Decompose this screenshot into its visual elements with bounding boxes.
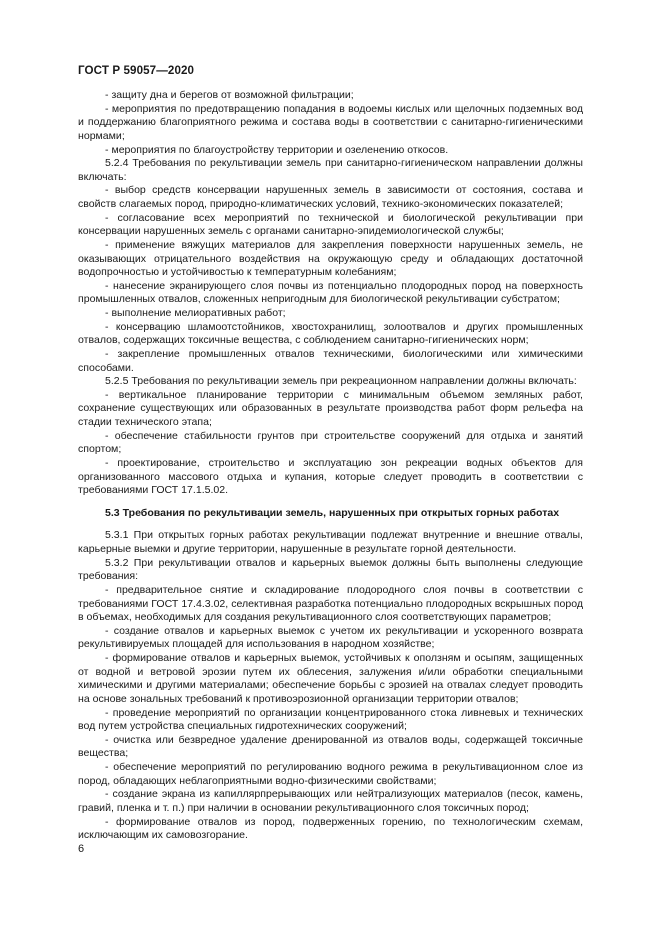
paragraph: - формирование отвалов и карьерных выемок, устойчивых к оползням и осыпям, защищенных от водной и ветровой эрозии путем их облесения, залужения и/или обработки специальными химическими и другими материалами; обеспечение борьбы с эрозией на отвалах следует проводить на основе зональных требований к противоэрозионной организации территории отвалов; [78, 652, 583, 705]
paragraph: 5.3.2 При рекультивации отвалов и карьерных выемок должны быть выполнены следующие требования: [78, 556, 583, 583]
section-heading: 5.3 Требования по рекультивации земель, нарушенных при открытых горных работах [105, 506, 560, 519]
document-header: ГОСТ Р 59057—2020 [78, 64, 195, 77]
paragraph-group-b [78, 529, 583, 842]
paragraph: - консервацию шламоотстойников, хвостохранилищ, золоотвалов и других промышленных отвалов, содержащих токсичные вещества, с соблюдением санитарно-гигиенических норм; [78, 320, 583, 347]
paragraph: - мероприятия по благоустройству территории и озеленению откосов. [105, 143, 449, 156]
paragraph: 5.3.1 При открытых горных работах рекультивации подлежат внутренние и внешние отвалы, карьерные выемки и другие территории, нарушенные в результате горной деятельности. [78, 529, 583, 555]
paragraph: 5.2.5 Требования по рекультивации земель при рекреационном направлении должны включать: [105, 375, 577, 388]
paragraph: - выбор средств консервации нарушенных земель в зависимости от состояния, состава и свойств слагаемых пород, природно-климатических условий, технико-экономических показателей; [78, 184, 583, 210]
paragraph: - обеспечение стабильности грунтов при строительстве сооружений для отдыха и занятий спортом; [78, 429, 583, 456]
paragraph: - обеспечение мероприятий по регулированию водного режима в рекультивационном слое из пород, обладающих неблагоприятными водно-физическими свойствами; [78, 761, 583, 787]
paragraph: - мероприятия по предотвращению попадания в водоемы кислых или щелочных подземных вод и поддержанию благоприятного режима и состава воды в соответствии с санитарно-гигиеническими нормами; [78, 102, 583, 142]
paragraph: - нанесение экранирующего слоя почвы из потенциально плодородных пород на поверхность промышленных отвалов, сложенных непригодным для биологической рекультивации субстратом; [78, 279, 583, 306]
page-number: 6 [78, 843, 85, 855]
paragraph-group-a [78, 89, 583, 498]
paragraph: - применение вяжущих материалов для закрепления поверхности нарушенных земель, не оказывающих отрицательного воздействия на окружающую среду и обладающих достаточной водопрочностью и устойчивостью к температурным колебаниям; [78, 238, 583, 279]
paragraph: - проведение мероприятий по организации концентрированного стока ливневых и технических вод путем устройства специальных гидротехнических сооружений; [78, 706, 583, 733]
paragraph: - предварительное снятие и складирование плодородного слоя почвы в соответствии с требованиями ГОСТ 17.4.3.02, селективная разработка потенциально плодородных вскрышных пород в объемах, необходимых для создания рекультивационного слоя соответствующих параметров; [78, 583, 583, 624]
paragraph: - выполнение мелиоративных работ; [105, 307, 286, 319]
paragraph: - создание отвалов и карьерных выемок с учетом их рекультивации и ускоренного возврата рекультивируемых площадей для использования в народном хозяйстве; [78, 624, 583, 651]
paragraph: - вертикальное планирование территории с минимальным объемом земляных работ, сохранение существующих или образованных в результате производства работ форм рельефа на стадии технического этапа; [78, 388, 583, 428]
paragraph: - согласование всех мероприятий по технической и биологической рекультивации при консервации нарушенных земель с органами санитарно-эпидемиологической службы; [78, 211, 583, 238]
document-body [78, 89, 583, 843]
paragraph: - защиту дна и берегов от возможной фильтрации; [105, 89, 354, 101]
paragraph: - очистка или безвредное удаление дренированной из отвалов воды, содержащей токсичные вещества; [78, 733, 583, 760]
paragraph: - создание экрана из капиллярпрерывающих или нейтрализующих материалов (песок, камень, гравий, пленка и т. п.) при наличии в основании рекультивационного слоя токсичных пород; [78, 788, 583, 814]
paragraph: 5.2.4 Требования по рекультивации земель при санитарно-гигиеническом направлении должны включать: [78, 157, 583, 183]
paragraph: - закрепление промышленных отвалов техническими, биологическими или химическими способами. [78, 347, 583, 374]
paragraph: - проектирование, строительство и эксплуатацию зон рекреации водных объектов для организованного массового отдыха и купания, которые следует проводить в соответствии с требованиями ГОСТ 17.1.5.02. [78, 456, 583, 497]
paragraph: - формирование отвалов из пород, подверженных горению, по технологическим схемам, исключающим их самовозгорание. [78, 815, 583, 842]
